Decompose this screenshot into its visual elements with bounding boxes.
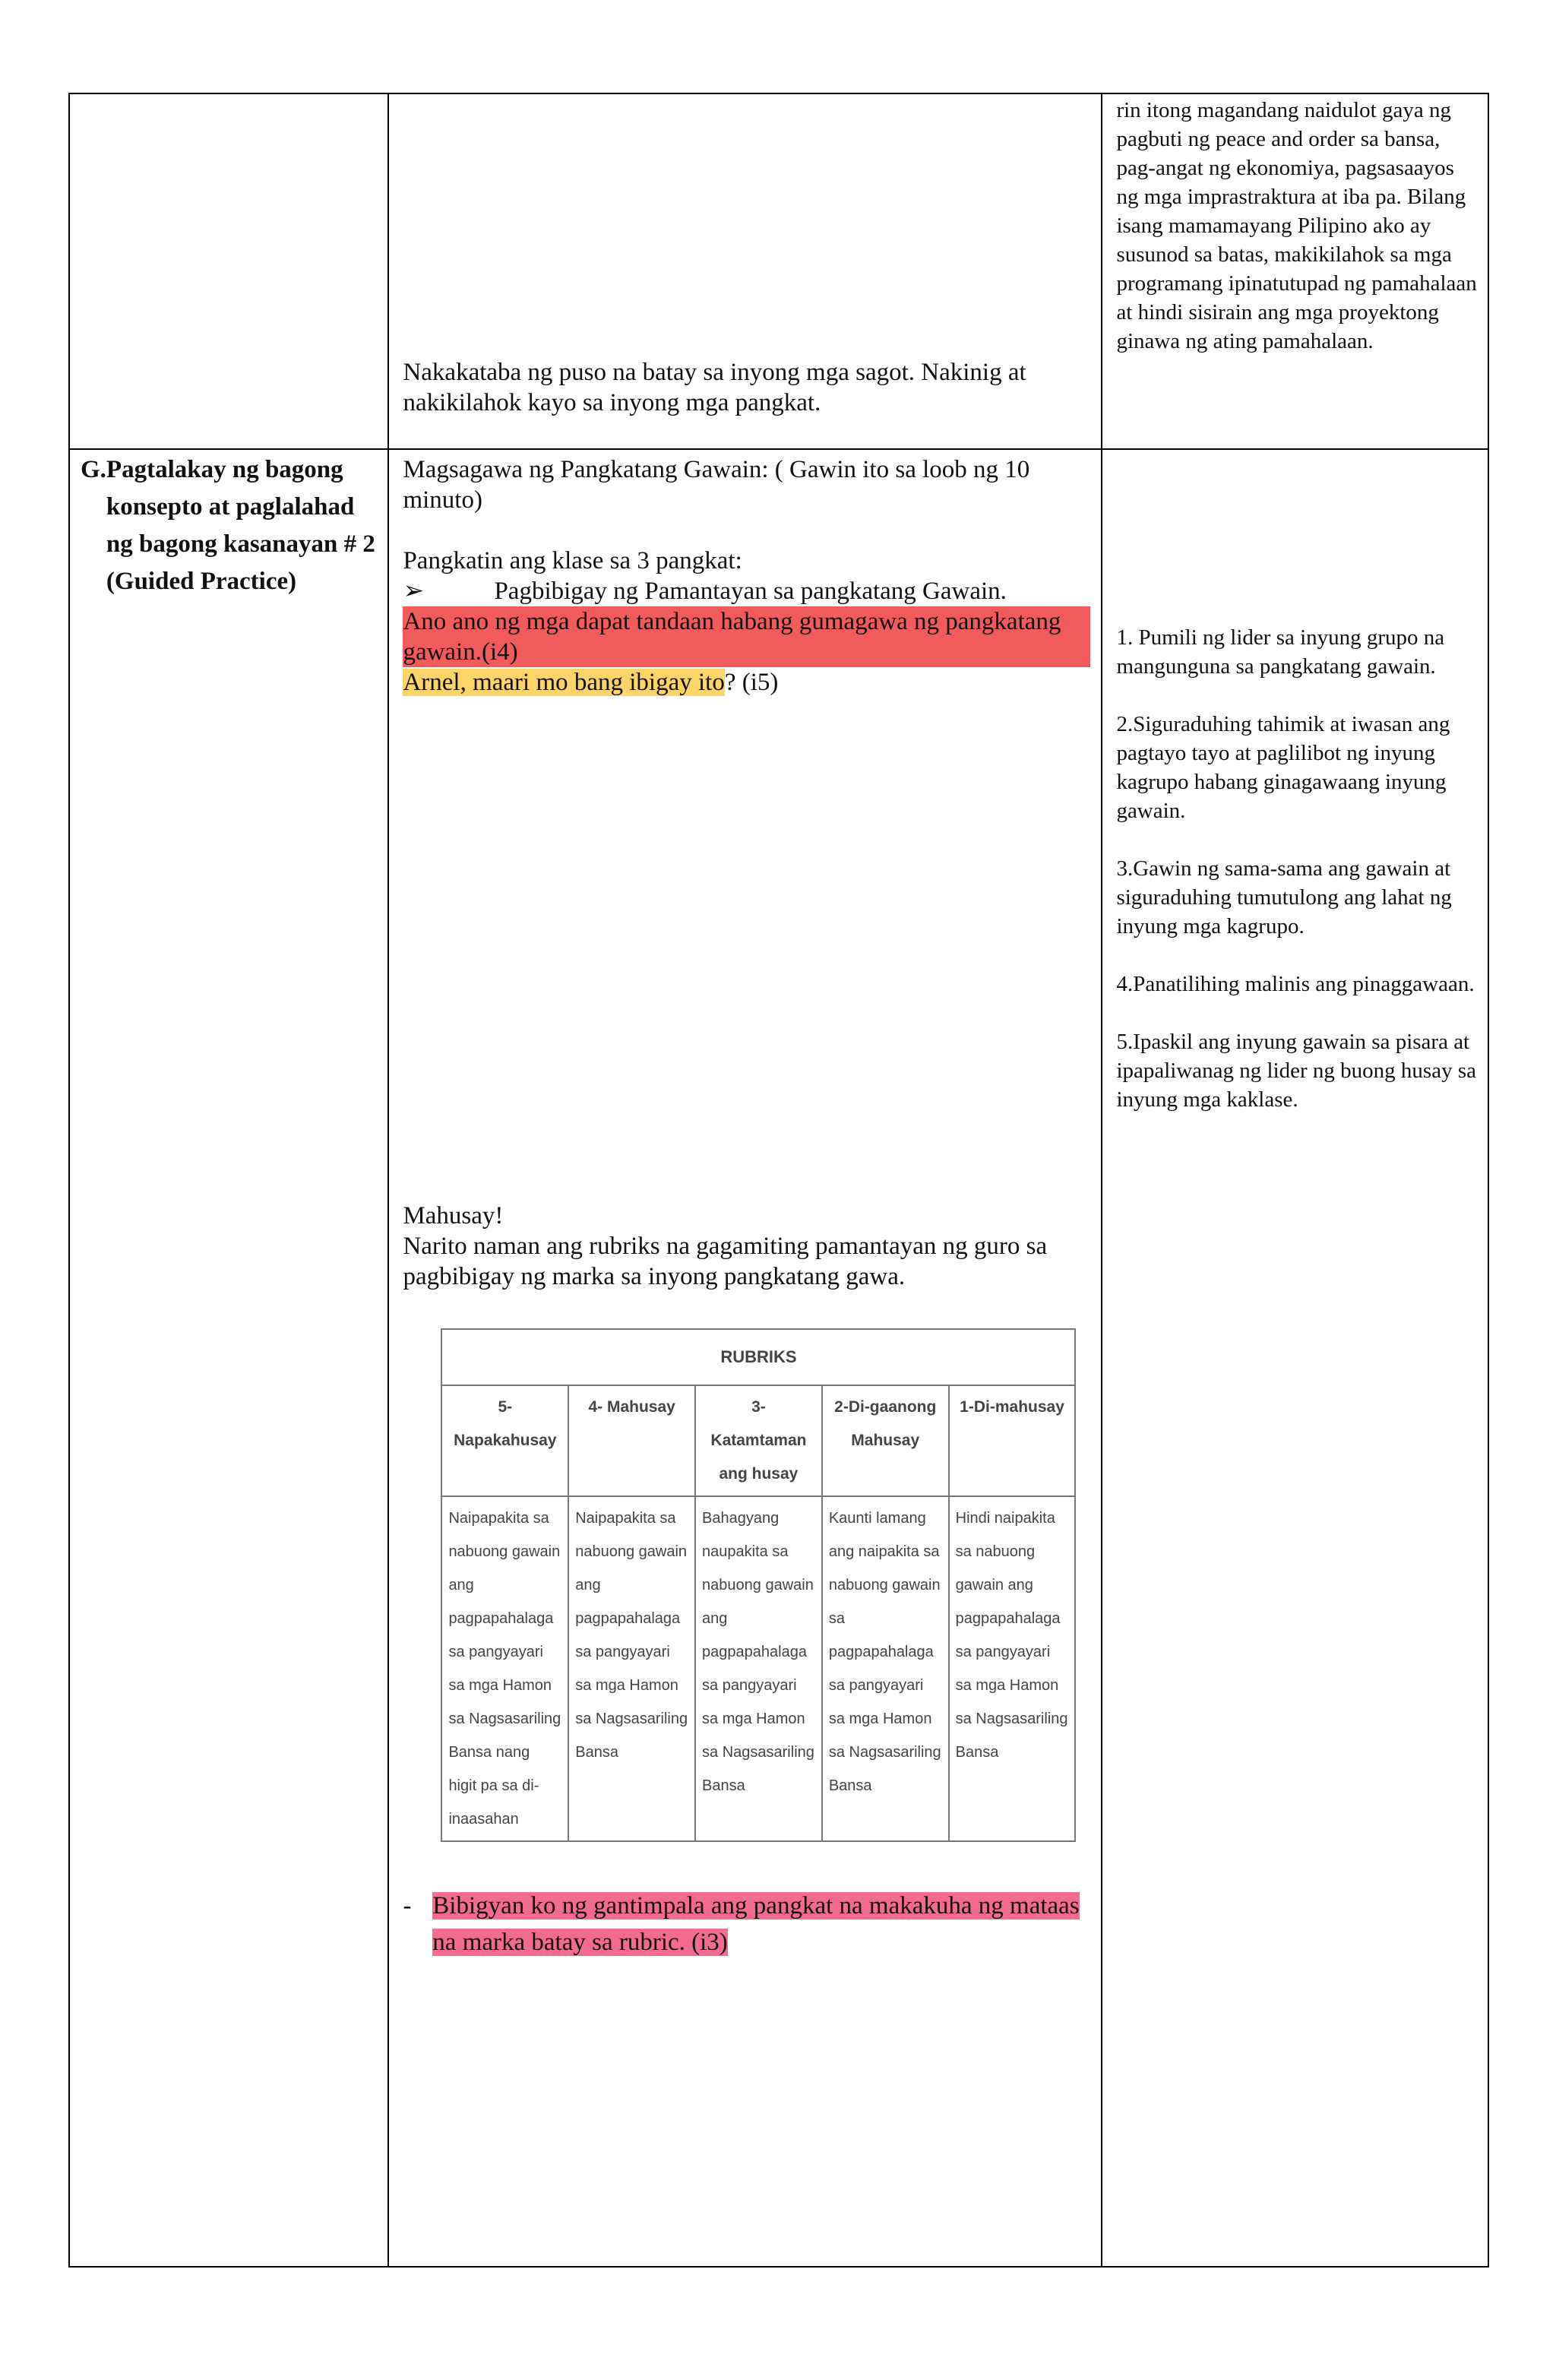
rubric-header-cell: 3- Katamtaman ang husay [695,1385,822,1496]
answer-item: 3.Gawin ng sama-sama ang gawain at siguraduhing tumutulong ang lahat ng inyung mga kagrupo. [1116,856,1452,938]
rubric-header-cell: 2-Di-gaanong Mahusay [822,1385,949,1496]
rubric-criteria-cell: Naipapakita sa nabuong gawain ang pagpapahalaga sa pangyayari sa mga Hamon sa Nagsasariling Bansa [568,1496,695,1841]
question-highlight-red: Ano ano ng mga dapat tandaan habang gumagawa ng pangkatang gawain.(i4) [403,606,1090,667]
section-letter: G. [81,456,106,483]
group-activity-instruction: Magsagawa ng Pangkatang Gawain: ( Gawin ito sa loob ng 10 minuto) [403,456,1030,514]
section-heading-cell [69,449,388,2267]
question-highlight-yellow: Arnel, maari mo bang ibigay ito [403,669,725,696]
grouping-instruction: Pangkatin ang klase sa 3 pangkat: [403,547,742,574]
answer-item: 2.Siguraduhing tahimik at iwasan ang pagtayo tayo at paglilibot ng inyung kagrupo habang ginagawaang inyung gawain. [1116,712,1450,823]
lesson-plan-table [68,93,1489,2268]
rubric-criteria-cell: Bahagyang naupakita sa nabuong gawain ang pagpapahalaga sa pangyayari sa mga Hamon sa Nagsasariling Bansa [695,1496,822,1841]
arrow-bullet-icon: ➢ [403,578,425,605]
student-answers-cell [1102,449,1488,2267]
section-heading: Pagtalakay ng bagong konsepto at paglalahad ng bagong kasanayan # 2 (Guided Practice) [106,456,375,595]
student-response-text: rin itong magandang naidulot gaya ng pagbuti ng peace and order sa bansa, pag-angat ng ekonomiya, pagsasaayos ng mga imprastraktura at iba pa. Bilang isang mamamayang Pilipino ako ay susunod sa batas, makikilahok sa mga programang ipinatutupad ng pamahalaan at hindi sisirain ang mga proyektong ginawa ng ating pamahalaan. [1116,98,1477,353]
rubric-header-row [441,1385,1075,1496]
rubric-criteria-cell: Naipapakita sa nabuong gawain ang pagpapahalaga sa pangyayari sa mga Hamon sa Nagsasariling Bansa nang higit pa sa di-inaasahan [441,1496,568,1841]
rubric-header-cell: 5- Napakahusay [441,1385,568,1496]
rubric-intro-text: Narito naman ang rubriks na gagamiting pamantayan ng guro sa pagbibigay ng marka sa inyong pangkatang gawa. [403,1233,1048,1290]
reward-list-item [403,1888,1090,1961]
answer-item: 5.Ipaskil ang inyung gawain sa pisara at ipapaliwanag ng lider ng buong husay sa inyung mga kaklase. [1116,1030,1476,1112]
rubric-table [441,1328,1076,1842]
answer-item: 4.Panatilihing malinis ang pinaggawaan. [1116,972,1475,996]
rubric-image [441,1328,1076,1842]
table-row-g [69,449,1488,2267]
feedback-text: Nakakataba ng puso na batay sa inyong mga sagot. Nakinig at nakikilahok kayo sa inyong mga pangkat. [403,359,1026,416]
answer-item: 1. Pumili ng lider sa inyung grupo na mangunguna sa pangkatang gawain. [1116,625,1445,679]
bullet-text: Pagbibigay ng Pamantayan sa pangkatang Gawain. [494,578,1007,605]
rubric-header-cell: 4- Mahusay [568,1385,695,1496]
question-suffix: ? (i5) [724,669,779,696]
reward-highlight-pink: Bibigyan ko ng gantimpala ang pangkat na makakuha ng mataas na marka batay sa rubric. (i3) [432,1892,1080,1956]
rubric-criteria-row [441,1496,1075,1841]
dash-bullet: - [403,1892,412,1920]
lesson-plan-page [68,93,1489,2266]
bullet-item [403,576,1090,606]
top-middle-cell [388,93,1102,449]
table-row-top [69,93,1488,449]
rubric-title: RUBRIKS [441,1329,1075,1385]
rubric-criteria-cell: Kaunti lamang ang naipakita sa nabuong gawain sa pagpapahalaga sa pangyayari sa mga Hamon sa Nagsasariling Bansa [822,1496,949,1841]
top-left-cell [69,93,388,449]
praise-text: Mahusay! [403,1202,504,1230]
rubric-criteria-cell: Hindi naipakita sa nabuong gawain ang pagpapahalaga sa pangyayari sa mga Hamon sa Nagsasariling Bansa [949,1496,1076,1841]
rubric-header-cell: 1-Di-mahusay [949,1385,1076,1496]
top-right-cell [1102,93,1488,449]
teacher-activity-cell [388,449,1102,2267]
question-call-line [403,667,1090,698]
